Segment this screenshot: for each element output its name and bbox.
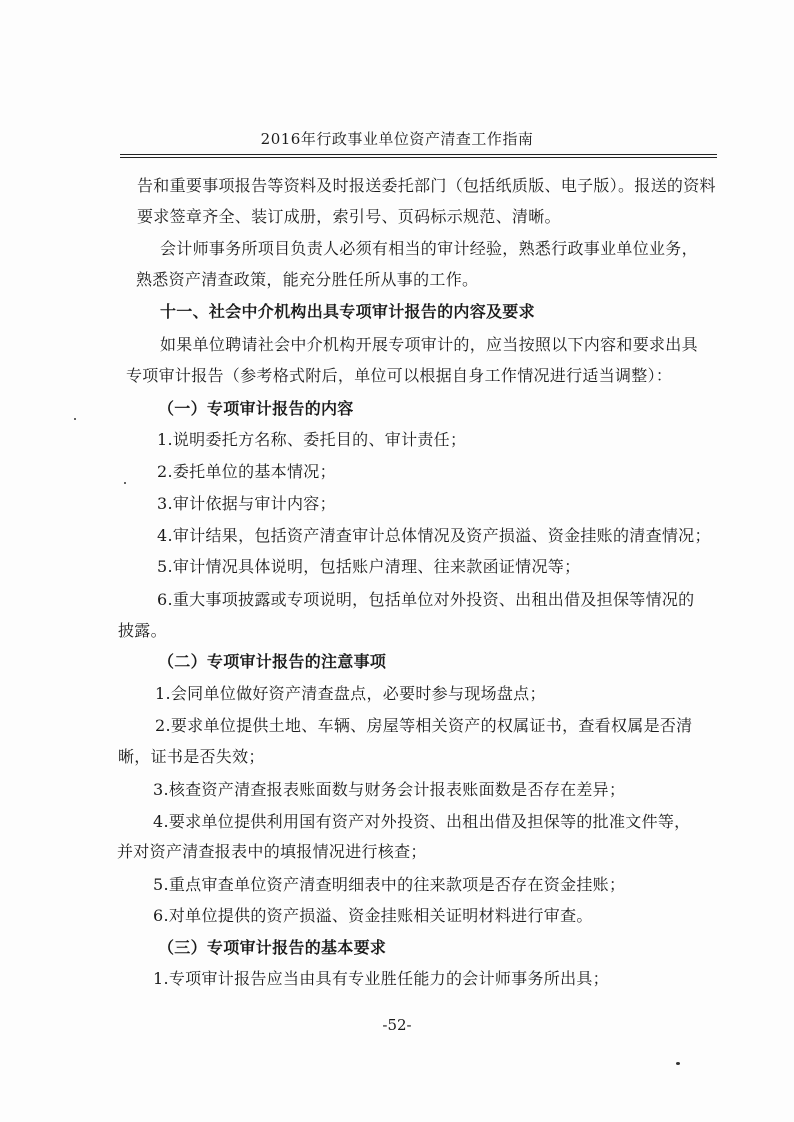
list-item-continuation: 晰，证书是否失效； xyxy=(118,747,265,766)
subsection-heading: （二）专项审计报告的注意事项 xyxy=(158,652,387,671)
list-item: 2.要求单位提供土地、车辆、房屋等相关资产的权属证书，查看权属是否清 xyxy=(155,716,693,735)
subsection-heading: （三）专项审计报告的基本要求 xyxy=(158,938,387,957)
paragraph-line: 专项审计报告（参考格式附后，单位可以根据自身工作情况进行适当调整）： xyxy=(126,366,673,385)
scan-speck xyxy=(676,1062,680,1065)
paragraph-line: 会计师事务所项目负责人必须有相当的审计经验，熟悉行政事业单位业务， xyxy=(160,239,698,258)
paragraph-line: 熟悉资产清查政策，能充分胜任所从事的工作。 xyxy=(136,270,479,289)
paragraph-line: 要求签章齐全、装订成册，索引号、页码标示规范、清晰。 xyxy=(137,207,561,226)
list-item-continuation: 披露。 xyxy=(118,621,167,640)
list-item: 5.审计情况具体说明，包括账户清理、往来款函证情况等； xyxy=(157,557,581,576)
paragraph-line: 如果单位聘请社会中介机构开展专项审计的，应当按照以下内容和要求出具 xyxy=(160,335,698,354)
list-item: 6.对单位提供的资产损溢、资金挂账相关证明材料进行审查。 xyxy=(153,906,593,925)
paragraph-line: 告和重要事项报告等资料及时报送委托部门（包括纸质版、电子版）。报送的资料 xyxy=(137,176,716,195)
page-number: -52- xyxy=(382,1016,412,1034)
list-item: 4.要求单位提供利用国有资产对外投资、出租出借及担保等的批准文件等， xyxy=(153,812,691,831)
running-header-title: 2016年行政事业单位资产清查工作指南 xyxy=(260,130,534,148)
header-rule xyxy=(120,154,717,158)
list-item: 5.重点审查单位资产清查明细表中的往来款项是否存在资金挂账； xyxy=(153,875,626,894)
scan-speck xyxy=(74,418,76,420)
list-item: 3.核查资产清查报表账面数与财务会计报表账面数是否存在差异； xyxy=(153,780,626,799)
scan-speck xyxy=(124,482,126,484)
list-item: 1.说明委托方名称、委托目的、审计责任； xyxy=(157,430,467,449)
list-item-continuation: 并对资产清查报表中的填报情况进行核查； xyxy=(117,842,427,861)
list-item: 1.专项审计报告应当由具有专业胜任能力的会计师事务所出具； xyxy=(153,969,609,988)
section-heading: 十一、社会中介机构出具专项审计报告的内容及要求 xyxy=(160,302,535,321)
list-item: 3.审计依据与审计内容； xyxy=(157,494,336,513)
list-item: 1.会同单位做好资产清查盘点，必要时参与现场盘点； xyxy=(155,684,546,703)
list-item: 6.重大事项披露或专项说明，包括单位对外投资、出租出借及担保等情况的 xyxy=(157,590,695,609)
list-item: 2.委托单位的基本情况； xyxy=(157,462,336,481)
subsection-heading: （一）专项审计报告的内容 xyxy=(158,399,354,418)
list-item: 4.审计结果，包括资产清查审计总体情况及资产损溢、资金挂账的清查情况； xyxy=(157,526,711,545)
